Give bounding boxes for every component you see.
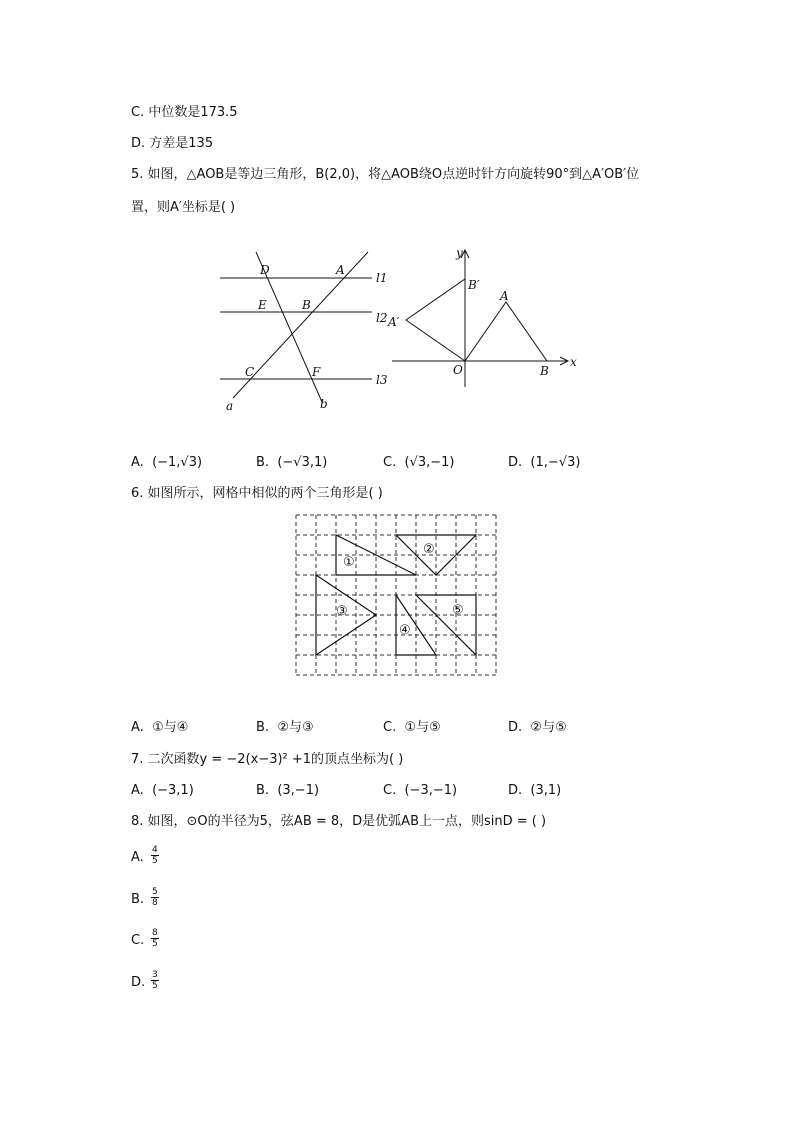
triangle-5 <box>416 595 476 655</box>
label-l1: l1 <box>376 271 388 285</box>
label-l3: l3 <box>376 373 388 387</box>
q5-option-c[interactable]: C. (√3,−1) <box>383 455 455 470</box>
rotation-labels <box>387 246 577 378</box>
label-E: E <box>258 298 267 312</box>
label-A: A <box>336 263 345 277</box>
label-O: O <box>453 363 463 377</box>
q5-option-b[interactable]: B. (−√3,1) <box>256 455 328 470</box>
label-F: F <box>312 365 321 379</box>
q5-option-d[interactable]: D. (1,−√3) <box>508 455 581 470</box>
q7-option-d[interactable]: D. (3,1) <box>508 783 562 798</box>
fraction: $\frac{8}{5}$ <box>152 928 158 949</box>
fraction: $\frac{3}{5}$ <box>152 970 158 991</box>
triangle-AOB <box>465 302 547 361</box>
label-a: a <box>226 399 234 413</box>
parallel-lines-figure <box>220 252 372 402</box>
parallel-lines-labels <box>226 263 388 413</box>
q7-option-b[interactable]: B. (3,−1) <box>256 783 320 798</box>
q6-option-a[interactable]: A. ①与④ <box>131 720 189 735</box>
fraction: $\frac{4}{5}$ <box>152 845 158 866</box>
label-A-prime: A′ <box>388 315 400 329</box>
q6-option-d[interactable]: D. ②与⑤ <box>508 720 567 735</box>
q8-option-c[interactable]: C. $\frac{8}{5}$ <box>131 928 158 949</box>
q5-stem-line1: 5. 如图，△AOB是等边三角形，B(2,0)，将△AOB绕O点逆时针方向旋转90°到△A′OB′位 <box>131 167 640 182</box>
q6-option-c[interactable]: C. ①与⑤ <box>383 720 441 735</box>
q4-option-d: D. 方差是135 <box>131 136 214 151</box>
q8-option-a[interactable]: A. $\frac{4}{5}$ <box>131 845 158 866</box>
q7-option-a[interactable]: A. (−3,1) <box>131 783 194 798</box>
q6-grid-figure <box>288 507 508 687</box>
label-A-top: A <box>500 289 509 303</box>
label-x: x <box>570 355 577 369</box>
q4-option-c: C. 中位数是173.5 <box>131 105 238 120</box>
triangle-A1OB1 <box>406 279 465 361</box>
q7-option-c[interactable]: C. (−3,−1) <box>383 783 458 798</box>
label-tri-2: ② <box>423 542 435 557</box>
label-D: D <box>260 263 270 277</box>
label-l2: l2 <box>376 311 388 325</box>
q7-stem: 7. 二次函数y = −2(x−3)² +1的顶点坐标为( ) <box>131 752 404 767</box>
q6-option-b[interactable]: B. ②与③ <box>256 720 314 735</box>
q5-stem-line2: 置，则A′坐标是( ) <box>131 200 236 215</box>
label-C: C <box>245 365 255 379</box>
label-tri-3: ③ <box>336 604 348 619</box>
q8-option-d[interactable]: D. $\frac{3}{5}$ <box>131 970 158 991</box>
label-tri-4: ④ <box>399 623 411 638</box>
q5-option-a[interactable]: A. (−1,√3) <box>131 455 203 470</box>
label-B-axis: B <box>540 364 549 378</box>
fraction: $\frac{5}{8}$ <box>152 887 158 908</box>
label-tri-1: ① <box>343 555 355 570</box>
q6-stem: 6. 如图所示，网格中相似的两个三角形是( ) <box>131 486 383 501</box>
label-B: B <box>302 298 311 312</box>
label-y: y <box>456 246 463 260</box>
q8-stem: 8. 如图，⊙O的半径为5，弦AB = 8，D是优弧AB上一点，则sinD = ( ) <box>131 814 547 829</box>
label-b: b <box>320 397 328 411</box>
label-B-prime: B′ <box>468 278 480 292</box>
q8-option-b[interactable]: B. $\frac{5}{8}$ <box>131 887 158 908</box>
q5-figures <box>0 235 794 475</box>
label-tri-5: ⑤ <box>452 603 464 618</box>
